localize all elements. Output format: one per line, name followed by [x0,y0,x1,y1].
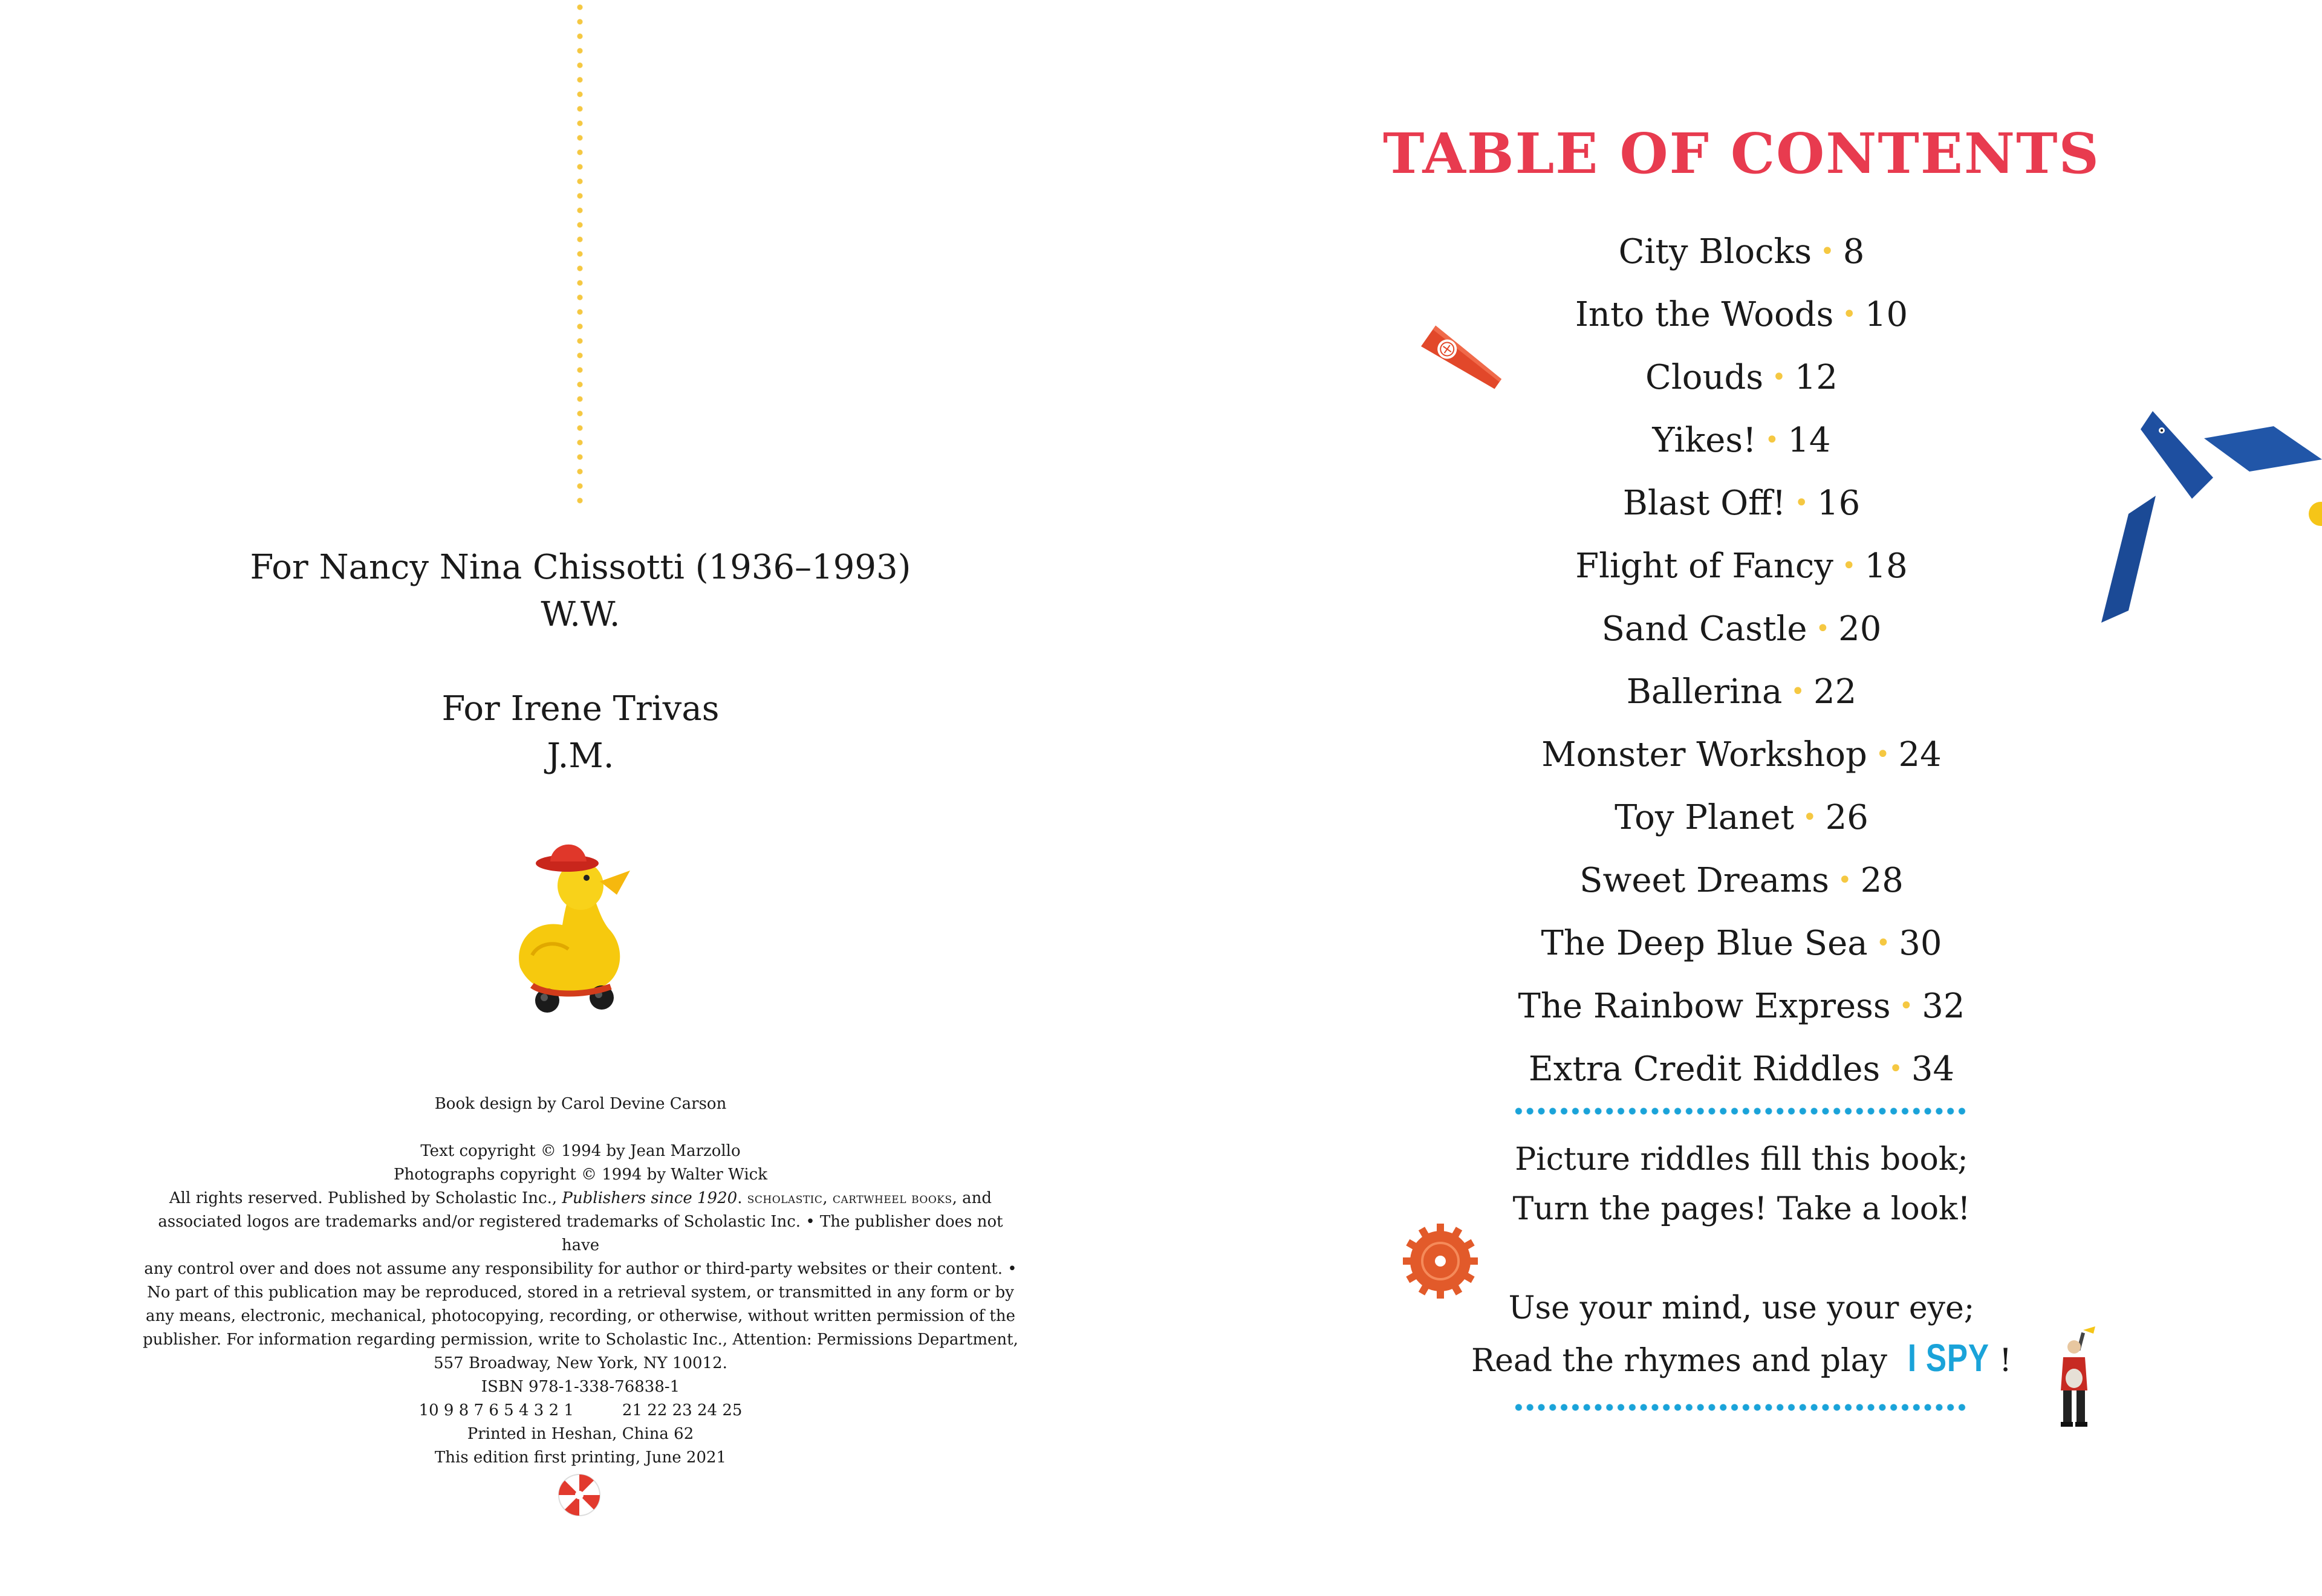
bullet-dot: • [1876,929,1891,957]
toc-entry [1354,975,2128,1038]
rhyme-line: Picture riddles fill this book; [1515,1141,1968,1178]
copyright-credits [139,1092,1022,1470]
toc-entry-page: 34 [1911,1049,1955,1089]
dedication [169,544,992,780]
bullet-dot: • [1794,489,1809,517]
toc-entry [1354,221,2128,284]
toc-entry-title: Sand Castle [1601,609,1807,649]
bullet-dot: • [1802,803,1817,831]
printed-location: Printed in Heshan, China 62 [467,1425,694,1443]
toc-entry-title: The Deep Blue Sea [1541,924,1868,963]
photo-copyright: Photographs copyright © 1994 by Walter Wick [394,1166,767,1184]
bullet-dot: • [1899,992,1914,1020]
rights-line: any means, electronic, mechanical, photocopying, recording, or otherwise, without written permission of the [146,1307,1015,1325]
rhyme-line: Use your mind, use your eye; [1508,1290,1975,1326]
text-copyright: Text copyright © 1994 by Jean Marzollo [420,1142,741,1160]
bullet-dot: • [1841,552,1856,580]
toc-entry-title: Into the Woods [1575,295,1834,334]
table-of-contents-title: TABLE OF CONTENTS [1383,121,2100,186]
toc-entry-title: Clouds [1645,358,1764,397]
toc-entry-page: 28 [1860,861,1904,900]
toc-entry-page: 20 [1838,609,1882,649]
rhyme-line: Turn the pages! Take a look! [1512,1191,1971,1227]
book-design-credit: Book design by Carol Devine Carson [434,1095,727,1113]
toc-entry-page: 22 [1813,672,1857,712]
toc-entry [1354,661,2128,724]
toc-entry-page: 26 [1825,798,1868,837]
toc-entry-page: 18 [1864,547,1908,586]
red-gear-toy-illustration [1402,1222,1479,1300]
intro-rhyme [1415,1135,2068,1386]
bullet-dot: • [1764,426,1780,454]
toc-entry-title: Extra Credit Riddles [1528,1049,1881,1089]
dedication-line: For Irene Trivas [441,689,720,728]
bullet-dot: • [1842,300,1856,328]
toc-entry-title: The Rainbow Express [1518,987,1891,1026]
toc-entry [1354,724,2128,787]
bullet-dot: • [1875,741,1890,768]
rubber-duck-toy-illustration [496,828,647,1022]
edition-line: This edition first printing, June 2021 [434,1448,727,1467]
toc-entry [1354,787,2128,849]
toc-entry-title: Toy Planet [1615,798,1794,837]
toc-entry [1354,849,2128,912]
rights-line: All rights reserved. Published by Scholastic Inc., Publishers since 1920. scholastic, cartwheel books, and [169,1189,992,1207]
rights-line: publisher. For information regarding permission, write to Scholastic Inc., Attention: Permissions Department, [143,1331,1018,1349]
publisher-address: 557 Broadway, New York, NY 10012. [434,1354,727,1372]
toc-entry-title: Yikes! [1652,421,1757,460]
print-numbers: 10 9 8 7 6 5 4 3 2 1 21 22 23 24 25 [418,1401,743,1419]
toc-entry-title: Ballerina [1626,672,1783,712]
toc-entry-page: 32 [1922,987,1965,1026]
blue-dotted-rule [1513,1404,1968,1411]
toy-figure-illustration [2050,1324,2104,1433]
toc-entry-title: Monster Workshop [1541,735,1867,774]
blue-dotted-rule [1513,1108,1968,1115]
toc-entry-page: 24 [1898,735,1942,774]
toc-entry [1354,912,2128,975]
bullet-dot: • [1772,363,1786,391]
toc-entry [1354,598,2128,661]
peppermint-candy-illustration [558,1473,601,1517]
bullet-dot: • [1838,866,1852,894]
toc-entry-page: 30 [1899,924,1942,963]
dedication-initials: W.W. [541,595,620,634]
toc-entry-page: 8 [1842,232,1865,271]
toc-entry [1354,1038,2128,1101]
toc-entry-title: Sweet Dreams [1579,861,1830,900]
isbn: ISBN 978-1-338-76838-1 [481,1378,680,1396]
toc-entry [1354,472,2128,535]
bullet-dot: • [1790,678,1805,706]
dedication-line: For Nancy Nina Chissotti (1936–1993) [250,548,911,587]
bullet-dot: • [1820,238,1835,265]
rights-line: No part of this publication may be reproduced, stored in a retrieval system, or transmitted in any form or by [147,1283,1014,1302]
blue-wooden-blocks-illustration [2092,405,2322,629]
toc-entry-page: 12 [1794,358,1838,397]
i-spy-logo-text: I SPY [1907,1336,1989,1380]
rights-line: associated logos are trademarks and/or registered trademarks of Scholastic Inc. • The publisher does not have [158,1213,1003,1254]
rhyme-line: Read the rhymes and play I SPY ! [1415,1333,2068,1386]
toc-entry-page: 16 [1817,484,1861,523]
bullet-dot: • [1888,1055,1903,1083]
toc-entry-page: 14 [1787,421,1831,460]
toc-entry-title: Blast Off! [1622,484,1786,523]
toc-entry-title: Flight of Fancy [1575,547,1833,586]
dedication-initials: J.M. [547,736,614,776]
toc-entry [1354,535,2128,598]
bullet-dot: • [1815,615,1830,643]
yellow-dotted-divider [576,0,584,508]
red-kazoo-toy-illustration [1409,305,1518,414]
rights-line: any control over and does not assume any responsibility for author or third-party websites or their content. • [144,1260,1017,1278]
toc-entry-page: 10 [1864,295,1908,334]
toc-entry [1354,409,2128,472]
toc-entry-title: City Blocks [1618,232,1812,271]
